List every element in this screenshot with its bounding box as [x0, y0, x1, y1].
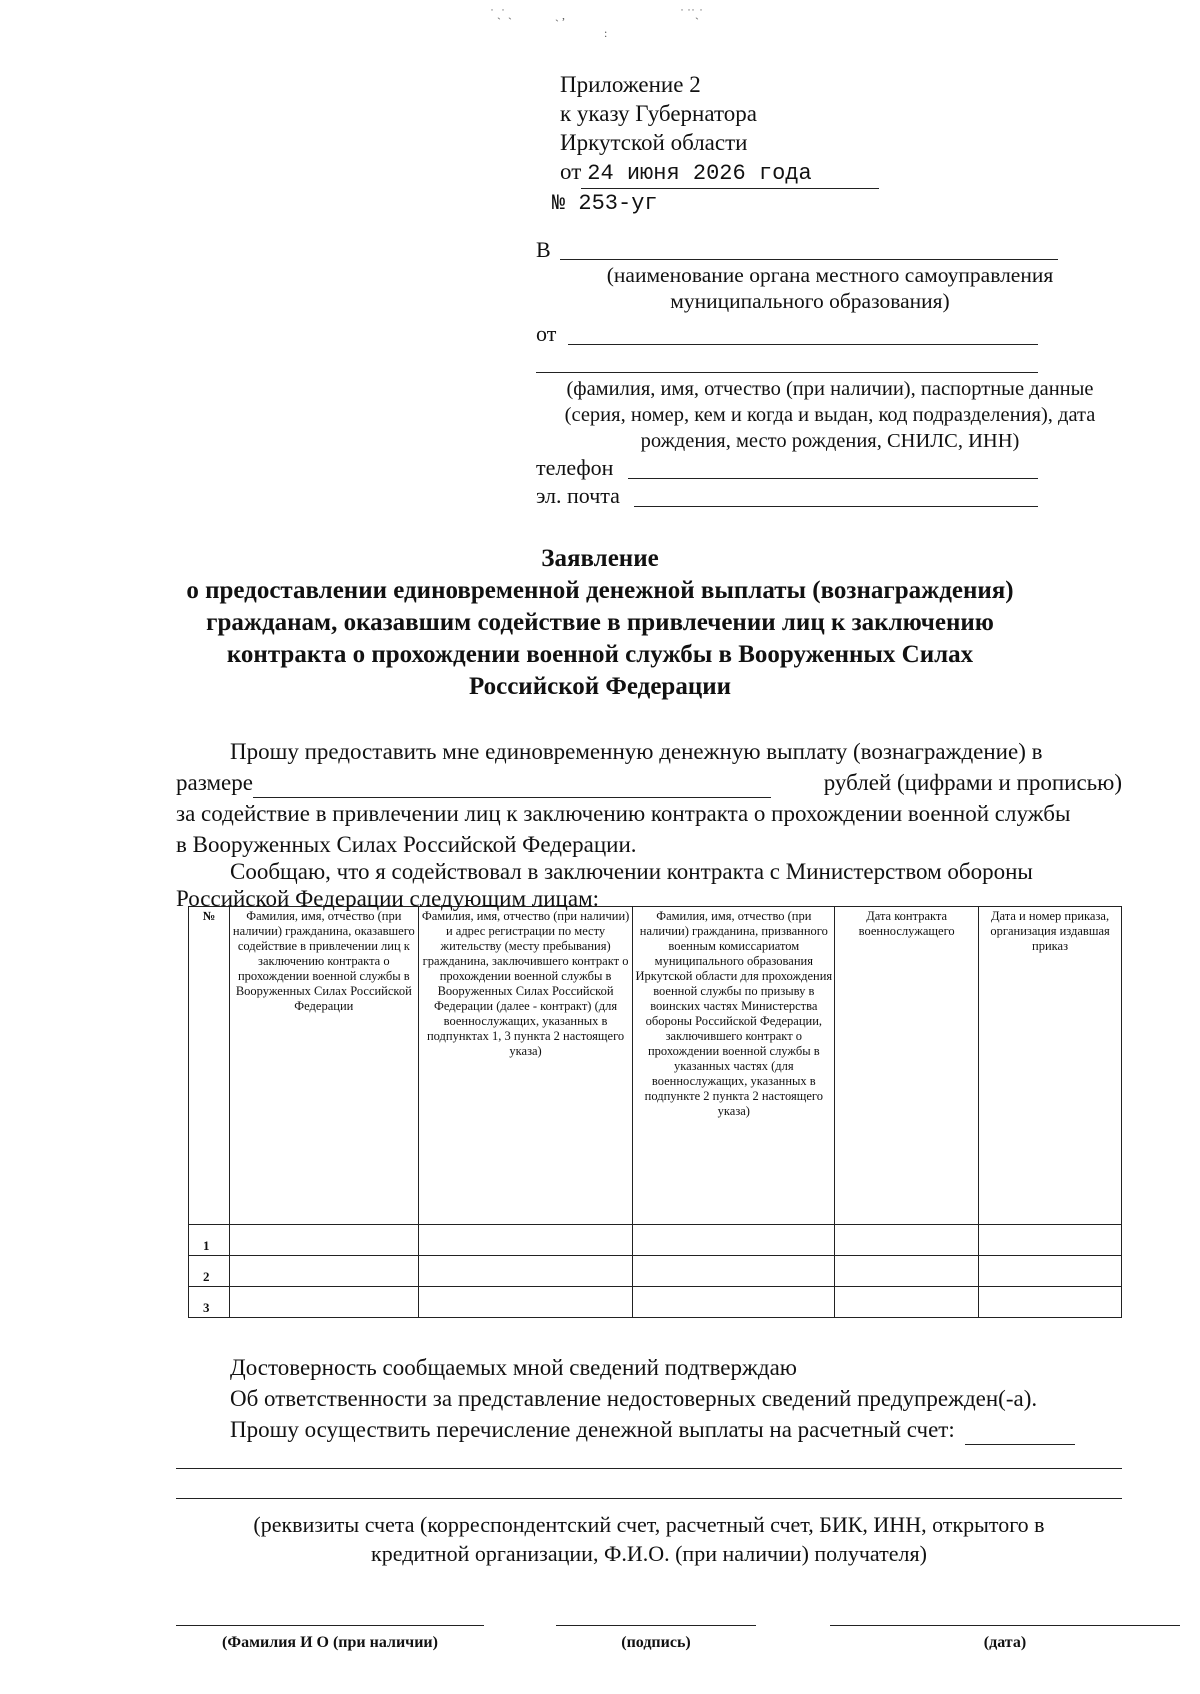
confirmation-block	[230, 1352, 1130, 1445]
table-cell	[229, 1287, 418, 1318]
scan-artifact: :	[604, 26, 608, 40]
request-paragraph	[176, 736, 1122, 860]
from-caption-line-2: (серия, номер, кем и когда и выдан, код подразделения), дата	[564, 404, 1096, 426]
appendix-line-3: Иркутской области	[560, 130, 748, 155]
account-field-line-short	[965, 1422, 1075, 1445]
table-cell	[418, 1256, 633, 1287]
header-conscript-name: Фамилия, имя, отчество (при наличии) гражданина, призванного военным комиссариатом муниципального образования Иркутской области для прохождения военной службы по призыву в воинских частях Министерства обороны Российской Федерации, заключившего контракт о прохождении военной службы в указанных частях (для военнослужащих, указанных в подпункте 2 пункта 2 настоящего указа)	[633, 907, 835, 1225]
account-caption	[176, 1510, 1122, 1568]
account-caption-line-2: кредитной организации, Ф.И.О. (при наличии) получателя)	[371, 1541, 927, 1566]
persons-table	[188, 906, 1122, 1318]
table-cell	[418, 1287, 633, 1318]
signature-name-caption: (Фамилия И О (при наличии)	[222, 1634, 438, 1651]
row-number: 1	[189, 1225, 230, 1256]
to-caption-line-2: муниципального образования)	[670, 289, 950, 313]
table-cell	[633, 1256, 835, 1287]
to-field-line	[560, 259, 1058, 260]
table-cell	[979, 1256, 1122, 1287]
title-line-1: Заявление	[541, 545, 659, 572]
table-row	[189, 1225, 1122, 1256]
phone-field-line	[628, 478, 1038, 479]
from-prefix: от	[536, 321, 557, 346]
amount-field-line	[253, 775, 771, 798]
table-cell	[418, 1225, 633, 1256]
account-caption-line-1: (реквизиты счета (корреспондентский счет, расчетный счет, БИК, ИНН, открытого в	[253, 1512, 1045, 1537]
account-field-line-2	[176, 1498, 1122, 1499]
email-label: эл. почта	[536, 483, 620, 508]
from-caption-line-3: рождения, место рождения, СНИЛС, ИНН)	[640, 430, 1020, 452]
table-cell	[835, 1256, 979, 1287]
to-caption-line-1: (наименование органа местного самоуправления	[606, 263, 1054, 287]
confirmation-line-1: Достоверность сообщаемых мной сведений подтверждаю	[230, 1355, 797, 1380]
table-cell	[835, 1287, 979, 1318]
from-field-line-2	[536, 372, 1038, 373]
amount-suffix: рублей (цифрами и прописью)	[823, 770, 1122, 795]
appendix-block	[552, 70, 879, 218]
table-row	[189, 1287, 1122, 1318]
signature-date-line	[830, 1625, 1180, 1626]
table-cell	[229, 1225, 418, 1256]
request-line-2	[176, 767, 1122, 798]
scan-artifact: ˎ ,	[555, 8, 565, 22]
request-line-1: Прошу предоставить мне единовременную денежную выплату (вознаграждение) в	[230, 739, 1043, 764]
to-prefix: В	[536, 237, 551, 262]
from-caption	[536, 376, 1124, 454]
title-line-3: гражданам, оказавшим содействие в привлечении лиц к заключению	[206, 609, 994, 636]
document-title	[150, 543, 1050, 703]
persons-line-2: Российской Федерации следующим лицам:	[176, 886, 600, 911]
table-cell	[633, 1225, 835, 1256]
title-line-2: о предоставлении единовременной денежной выплаты (вознаграждения)	[186, 577, 1014, 604]
scan-artifact: ˙ ˏ˙ ˎ	[490, 6, 512, 20]
request-line-4: в Вооруженных Силах Российской Федерации.	[176, 832, 637, 857]
email-field-line	[634, 506, 1038, 507]
signature-name-line	[176, 1625, 484, 1626]
confirmation-line-3	[230, 1414, 1130, 1445]
header-contract-date: Дата контракта военнослужащего	[835, 907, 979, 1225]
header-number: №	[189, 907, 230, 1225]
row-number: 3	[189, 1287, 230, 1318]
title-line-5: Российской Федерации	[468, 673, 732, 700]
header-helper-name: Фамилия, имя, отчество (при наличии) гражданина, оказавшего содействие в привлечении лиц к заключению контракта о прохождении военной службы в Вооруженных Силах Российской Федерации	[229, 907, 418, 1225]
appendix-date-prefix: от	[560, 159, 582, 184]
from-caption-line-1: (фамилия, имя, отчество (при наличии), паспортные данные	[566, 378, 1094, 400]
account-field-line-1	[176, 1468, 1122, 1469]
table-cell	[979, 1225, 1122, 1256]
table-row	[189, 1256, 1122, 1287]
persons-line-1: Сообщаю, что я содействовал в заключении контракта с Министерством обороны	[230, 859, 1033, 884]
to-caption	[560, 262, 1100, 314]
table-cell	[979, 1287, 1122, 1318]
signature-sign-line	[556, 1625, 756, 1626]
table-cell	[229, 1256, 418, 1287]
phone-label: телефон	[536, 455, 614, 480]
amount-prefix: размере	[176, 770, 253, 795]
scan-artifact: ˙ ˙˙ˏ˙	[680, 6, 703, 20]
header-order-info: Дата и номер приказа, организация издавшая приказ	[979, 907, 1122, 1225]
table-header-row	[189, 907, 1122, 1225]
appendix-number: № 253-уг	[552, 191, 658, 216]
account-request: Прошу осуществить перечисление денежной выплаты на расчетный счет:	[230, 1417, 955, 1442]
header-contractor-name: Фамилия, имя, отчество (при наличии) и адрес регистрации по месту жительству (месту пребывания) гражданина, заключившего контракт о прохождении военной службы в Вооруженных Силах Российской Федерации (далее - контракт) (для военнослужащих, указанных в подпунктах 1, 3 пункта 2 настоящего указа)	[418, 907, 633, 1225]
table-cell	[633, 1287, 835, 1318]
confirmation-line-2: Об ответственности за представление недостоверных сведений предупрежден(-а).	[230, 1386, 1038, 1411]
appendix-date	[560, 157, 879, 189]
appendix-date-value: 24 июня 2026 года	[581, 159, 879, 189]
signature-date-caption: (дата)	[983, 1634, 1027, 1651]
signature-sign-caption: (подпись)	[621, 1634, 691, 1651]
row-number: 2	[189, 1256, 230, 1287]
appendix-line-2: к указу Губернатора	[560, 101, 757, 126]
title-line-4: контракта о прохождении военной службы в Вооруженных Силах	[226, 641, 974, 668]
table-cell	[835, 1225, 979, 1256]
request-line-3: за содействие в привлечении лиц к заключению контракта о прохождении военной службы	[176, 801, 1071, 826]
from-field-line-1	[568, 344, 1038, 345]
appendix-line-1: Приложение 2	[560, 72, 701, 97]
